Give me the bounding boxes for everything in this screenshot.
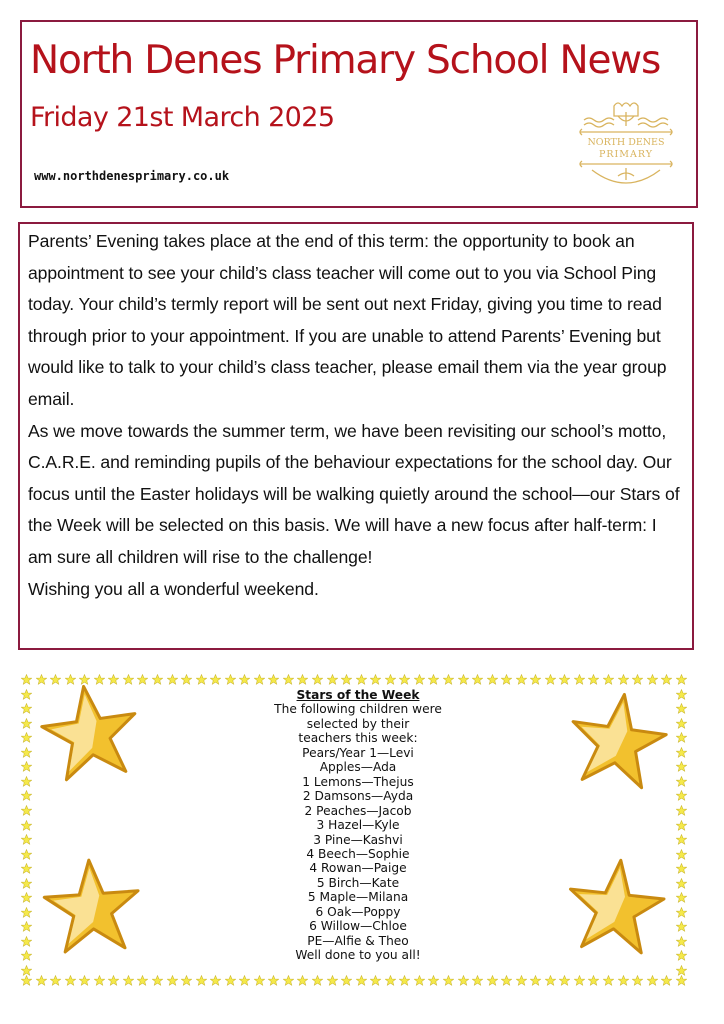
small-star-icon <box>268 973 279 984</box>
small-star-icon <box>661 672 672 683</box>
newsletter-title: North Denes Primary School News <box>30 38 661 83</box>
small-star-icon <box>225 672 236 683</box>
small-star-icon <box>21 716 32 727</box>
star-entry: 6 Willow—Chloe <box>309 919 407 934</box>
small-star-icon <box>487 973 498 984</box>
stars-closing: Well done to you all! <box>295 948 421 963</box>
small-star-icon <box>676 759 687 770</box>
small-star-icon <box>356 973 367 984</box>
stars-heading: Stars of the Week <box>296 688 420 702</box>
small-star-icon <box>661 973 672 984</box>
small-star-icon <box>588 973 599 984</box>
logo-line-2: PRIMARY <box>598 149 654 160</box>
small-star-icon <box>210 973 221 984</box>
school-website-link[interactable]: www.northdenesprimary.co.uk <box>34 169 230 183</box>
small-star-icon <box>516 672 527 683</box>
large-gold-star-icon <box>40 682 140 782</box>
message-paragraph-care-motto: As we move towards the summer term, we have been revisiting our school’s motto, C.A.R.E. and reminding pupils of the behaviour expectations for the school day. Our focus until the Easter holidays will be walking quietly around the school—our Stars of the Week will be selected on this basis. We will have a new focus after half-term: I am sure all children will rise to the challenge! <box>28 420 680 567</box>
small-star-icon <box>530 973 541 984</box>
small-star-icon <box>239 973 250 984</box>
small-star-icon <box>676 919 687 930</box>
small-star-icon <box>676 788 687 799</box>
newsletter-date: Friday 21st March 2025 <box>30 102 335 133</box>
message-paragraph-parents-evening: Parents’ Evening takes place at the end of this term: the opportunity to book an appointment to see your child’s class teacher will come out to you via School Ping today. Your child’s termly report will be sent out next Friday, giving you time to read through prior to your appointment. If you are unable to attend Parents’ Evening but would like to talk to your child’s class teacher, please email them via the year group email. <box>28 231 667 409</box>
small-star-icon <box>676 687 687 698</box>
logo-line-1: NORTH DENES <box>587 137 665 148</box>
small-star-icon <box>428 672 439 683</box>
star-entry: 1 Lemons—Thejus <box>302 774 414 789</box>
small-star-icon <box>21 847 32 858</box>
stars-intro-line: teachers this week: <box>298 731 418 746</box>
small-star-icon <box>545 672 556 683</box>
small-star-icon <box>21 963 32 974</box>
star-entry: PE—Alfie & Theo <box>307 933 409 948</box>
small-star-icon <box>559 973 570 984</box>
small-star-icon <box>21 919 32 930</box>
small-star-icon <box>327 973 338 984</box>
small-star-icon <box>312 672 323 683</box>
small-star-icon <box>167 672 178 683</box>
small-star-icon <box>123 973 134 984</box>
small-star-icon <box>21 730 32 741</box>
small-star-icon <box>21 832 32 843</box>
small-star-icon <box>443 973 454 984</box>
small-star-icon <box>254 672 265 683</box>
small-star-icon <box>50 973 61 984</box>
small-star-icon <box>152 672 163 683</box>
small-star-icon <box>618 973 629 984</box>
small-star-icon <box>472 672 483 683</box>
small-star-icon <box>458 672 469 683</box>
small-star-icon <box>21 948 32 959</box>
small-star-icon <box>647 973 658 984</box>
small-star-icon <box>676 861 687 872</box>
small-star-icon <box>618 672 629 683</box>
star-entry: 2 Peaches—Jacob <box>304 803 412 818</box>
small-star-icon <box>676 948 687 959</box>
large-gold-star-icon <box>568 690 668 790</box>
small-star-icon <box>414 672 425 683</box>
small-star-icon <box>21 818 32 829</box>
star-entry: 5 Maple—Milana <box>307 890 409 905</box>
small-star-icon <box>516 973 527 984</box>
small-star-icon <box>21 774 32 785</box>
small-star-icon <box>239 672 250 683</box>
small-star-icon <box>312 973 323 984</box>
star-entry: 5 Birch—Kate <box>316 875 400 890</box>
star-entry: 3 Hazel—Kyle <box>316 818 400 833</box>
small-star-icon <box>225 973 236 984</box>
small-star-icon <box>21 905 32 916</box>
message-paragraph-closing: Wishing you all a wonderful weekend. <box>28 578 319 599</box>
small-star-icon <box>545 973 556 984</box>
small-star-icon <box>676 832 687 843</box>
small-star-icon <box>603 973 614 984</box>
star-entry: Apples—Ada <box>319 760 397 775</box>
small-star-icon <box>603 672 614 683</box>
small-star-icon <box>254 973 265 984</box>
star-entry: 3 Pine—Kashvi <box>313 832 403 847</box>
stars-of-the-week-list <box>248 688 468 963</box>
small-star-icon <box>676 716 687 727</box>
small-star-icon <box>21 759 32 770</box>
small-star-icon <box>21 803 32 814</box>
small-star-icon <box>385 973 396 984</box>
small-star-icon <box>36 973 47 984</box>
small-star-icon <box>152 973 163 984</box>
small-star-icon <box>268 672 279 683</box>
small-star-icon <box>137 973 148 984</box>
small-star-icon <box>356 672 367 683</box>
stars-intro-line: The following children were <box>274 702 442 717</box>
small-star-icon <box>676 847 687 858</box>
small-star-icon <box>385 672 396 683</box>
small-star-icon <box>341 672 352 683</box>
small-star-icon <box>181 973 192 984</box>
small-star-icon <box>443 672 454 683</box>
small-star-icon <box>167 973 178 984</box>
small-star-icon <box>647 672 658 683</box>
small-star-icon <box>297 672 308 683</box>
star-entry: 2 Damsons—Ayda <box>302 789 414 804</box>
small-star-icon <box>676 963 687 974</box>
small-star-icon <box>676 905 687 916</box>
small-star-icon <box>632 973 643 984</box>
small-star-icon <box>530 672 541 683</box>
small-star-icon <box>196 672 207 683</box>
small-star-icon <box>21 672 32 683</box>
small-star-icon <box>94 973 105 984</box>
small-star-icon <box>588 672 599 683</box>
small-star-icon <box>676 803 687 814</box>
small-star-icon <box>341 973 352 984</box>
small-star-icon <box>210 672 221 683</box>
small-star-icon <box>108 973 119 984</box>
stars-intro-line: selected by their <box>306 716 410 731</box>
small-star-icon <box>327 672 338 683</box>
small-star-icon <box>399 973 410 984</box>
small-star-icon <box>574 672 585 683</box>
small-star-icon <box>399 672 410 683</box>
small-star-icon <box>487 672 498 683</box>
small-star-icon <box>283 973 294 984</box>
school-crest-icon <box>570 98 682 196</box>
small-star-icon <box>370 973 381 984</box>
small-star-icon <box>676 730 687 741</box>
small-star-icon <box>501 973 512 984</box>
star-entry: 6 Oak—Poppy <box>315 904 401 919</box>
small-star-icon <box>414 973 425 984</box>
small-star-icon <box>283 672 294 683</box>
small-star-icon <box>79 973 90 984</box>
small-star-icon <box>472 973 483 984</box>
star-entry: 4 Rowan—Paige <box>309 861 407 876</box>
small-star-icon <box>676 890 687 901</box>
small-star-icon <box>21 788 32 799</box>
small-star-icon <box>676 934 687 945</box>
small-star-icon <box>676 818 687 829</box>
small-star-icon <box>676 774 687 785</box>
star-entry: 4 Beech—Sophie <box>306 846 410 861</box>
small-star-icon <box>574 973 585 984</box>
small-star-icon <box>676 672 687 683</box>
small-star-icon <box>370 672 381 683</box>
small-star-icon <box>676 701 687 712</box>
small-star-icon <box>21 934 32 945</box>
small-star-icon <box>181 672 192 683</box>
headteacher-message <box>18 222 694 650</box>
newsletter-header <box>20 20 698 208</box>
small-star-icon <box>632 672 643 683</box>
small-star-icon <box>559 672 570 683</box>
small-star-icon <box>297 973 308 984</box>
small-star-icon <box>458 973 469 984</box>
small-star-icon <box>21 861 32 872</box>
stars-of-the-week-section <box>18 670 694 986</box>
small-star-icon <box>21 890 32 901</box>
small-star-icon <box>21 687 32 698</box>
small-star-icon <box>428 973 439 984</box>
small-star-icon <box>676 745 687 756</box>
star-entry: Pears/Year 1—Levi <box>302 745 414 760</box>
small-star-icon <box>21 701 32 712</box>
small-star-icon <box>501 672 512 683</box>
small-star-icon <box>21 876 32 887</box>
small-star-icon <box>21 745 32 756</box>
small-star-icon <box>676 876 687 887</box>
large-gold-star-icon <box>42 856 142 956</box>
small-star-icon <box>196 973 207 984</box>
large-gold-star-icon <box>566 856 666 956</box>
small-star-icon <box>65 973 76 984</box>
